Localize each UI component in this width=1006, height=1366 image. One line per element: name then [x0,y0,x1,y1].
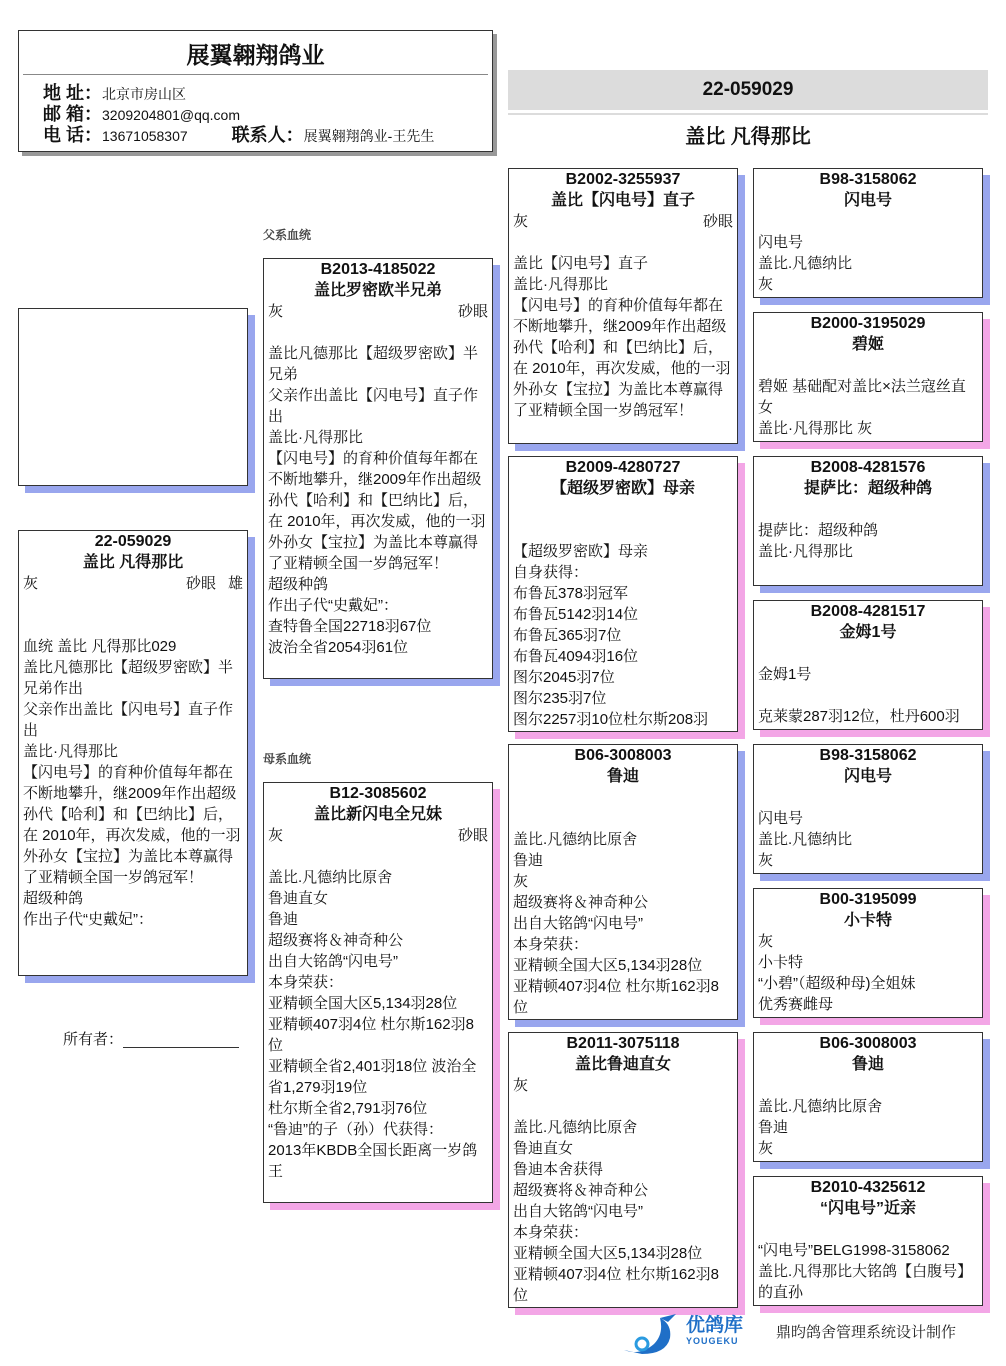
email-line [43,104,240,126]
pigeon-card-subject[interactable] [18,530,248,976]
logo-subtext: YOUGEKU [686,1336,739,1346]
eye-type: 砂眼 [457,303,488,320]
feather-color: 灰 [268,827,284,844]
feather-color: 灰 [513,1077,529,1094]
ring-number: B98-3158062 [819,171,917,188]
email-value: 3209204801@qq.com [102,107,240,123]
feather-color: 灰 [268,303,284,320]
pigeon-card-sdd[interactable] [753,600,983,730]
contact-label: 联系人： [231,125,304,145]
pigeon-notes: 盖比.凡德纳比原舍 鲁迪 灰 超级赛将＆神奇种公 出自大铭鸽“闪电号” 本身荣获： 亚精顿全国大区5,134羽28位 亚精顿407羽4位 杜尔斯162羽8位 [513,831,719,1016]
logo-text: 优鸽库 [686,1315,744,1336]
pigeon-notes: 盖比【闪电号】直子 盖比·凡得那比 【闪电号】的育种价值每年都在不断地攀升，继2009年作出超级孙代【哈利】和【巴纳比】后，在 2010年，再次发威，他的一羽外孙女【宝拉】为盖比本尊赢得了亚精顿全国一岁鸽冠军！ [513,255,731,419]
credit-text: 鼎昀鸽舍管理系统设计制作 [776,1324,957,1341]
pigeon-name: 闪电号 [843,768,892,785]
spacer [19,615,247,636]
feather-color: 灰 [23,575,39,592]
ring-number: B98-3158062 [819,747,917,764]
subject-name-title: 盖比 凡得那比 [685,126,811,148]
pigeon-name: “闪电号”近亲 [819,1200,916,1217]
spacer [754,1219,982,1240]
spacer [509,808,737,829]
ring-number: 22-059029 [94,533,172,550]
contact-value: 展翼翱翔鸽业-王先生 [303,128,435,144]
ring-number: B2010-4325612 [810,1179,926,1196]
pigeon-card-ddd[interactable] [753,1176,983,1306]
pigeon-card-dss[interactable] [753,744,983,874]
pigeon-card-dam[interactable] [263,782,493,1203]
spacer [509,1096,737,1117]
pigeon-name: 盖比罗密欧半兄弟 [313,282,442,299]
pigeon-card-ssd[interactable] [753,312,983,442]
owner-field [63,1028,239,1049]
spacer [754,1075,982,1096]
pigeon-notes: 碧姬 基础配对盖比×法兰寇丝直女 盖比·凡得那比 灰 [758,378,966,437]
eye-type: 砂眼 [185,575,216,592]
ring-number: B2009-4280727 [565,459,681,476]
pigeon-name: 盖比鲁迪直女 [574,1056,671,1073]
ring-number: B2013-4185022 [320,261,436,278]
dam-line-label: 母系血统 [263,752,312,766]
pigeon-card-ss[interactable] [508,168,738,444]
pigeon-name: 【超级罗密欧】母亲 [550,480,695,497]
pigeon-name: 鲁迪 [606,768,639,785]
pigeon-card-ds[interactable] [508,744,738,1020]
subject-ring-banner: 22-059029 [508,70,988,110]
pigeon-card-dds[interactable] [753,1032,983,1162]
spacer [754,355,982,376]
pigeon-notes: 盖比.凡德纳比原舍 鲁迪直女 鲁迪本舍获得 超级赛将＆神奇种公 出自大铭鸽“闪电号” 本身荣获： 亚精顿全国大区5,134羽28位 亚精顿407羽4位 杜尔斯162羽8位 [513,1119,719,1304]
pigeon-notes: 盖比.凡德纳比原舍 鲁迪直女 鲁迪 超级赛将＆神奇种公 出自大铭鸽“闪电号” 本身荣获： 亚精顿全国大区5,134羽28位 亚精顿407羽4位 杜尔斯162羽8位 亚精顿全省2,401羽18位 波治全 省1,279羽19位 杜尔斯全省2,791羽76位 “鲁迪”的子（孙）代获得： 2013年KBDB全国长距离一岁鸽王 [268,869,478,1180]
spacer [19,594,247,615]
eye-type: 砂眼 [457,827,488,844]
pigeon-notes: 提萨比：超级种鸽 盖比·凡得那比 [758,522,879,560]
pigeon-name: 鲁迪 [851,1056,884,1073]
pigeon-notes: 盖比凡德那比【超级罗密欧】半兄弟 父亲作出盖比【闪电号】直子作出 盖比·凡得那比 【闪电号】的育种价值每年都在不断地攀升，继2009年作出超级孙代【哈利】和【巴纳比】后，在 2010年，再次发威，他的一羽外孙女【宝拉】为盖比本尊赢得了亚精顿全国一岁鸽冠军！ 超级种鸽 作出子代“史戴妃”： 查特鲁全国22718羽67位 波治全省2054羽61位 [268,345,486,656]
address-label: 地 址： [43,83,103,103]
spacer [509,499,737,520]
pigeon-notes: 金姆1号 克莱蒙287羽12位，杜丹600羽 [758,666,960,725]
pigeon-notes: 闪电号 盖比.凡德纳比 灰 [758,810,853,869]
pigeon-notes: “闪电号”BELG1998-3158062 盖比.凡得那比大铭鸽【白腹号】的直孙 [758,1242,973,1301]
pigeon-name: 提萨比：超级种鸽 [803,480,932,497]
pigeon-name: 盖比【闪电号】直子 [550,192,695,209]
pigeon-name: 小卡特 [843,912,892,929]
sire-line-label: 父系血统 [263,228,312,242]
divider [23,74,488,75]
pigeon-card-dsd[interactable] [753,888,983,1018]
pigeon-card-dd[interactable] [508,1032,738,1308]
spacer [509,520,737,541]
owner-label: 所有者： [63,1031,124,1048]
phone-label: 电 话： [43,125,103,145]
pigeon-notes: 血统 盖比 凡得那比029 盖比凡德那比【超级罗密欧】半兄弟作出 父亲作出盖比【闪电号】直子作出 盖比·凡得那比 【闪电号】的育种价值每年都在不断地攀升，继2009年作出超级孙代【哈利】和【巴纳比】后，在 2010年，再次发威，他的一羽外孙女【宝拉】为盖比本尊赢得了亚精顿全国一岁鸽冠军！ 超级种鸽 作出子代“史戴妃”： [23,638,241,928]
ring-number: B2002-3255937 [565,171,681,188]
pigeon-notes: 闪电号 盖比.凡德纳比 灰 [758,234,853,293]
pigeon-notes: 盖比.凡德纳比原舍 鲁迪 灰 [758,1098,883,1157]
traits-row [264,825,492,846]
spacer [509,787,737,808]
bird-swirl-icon [620,1310,682,1356]
spacer [754,787,982,808]
spacer [509,232,737,253]
pigeon-card-sd[interactable] [508,456,738,732]
pigeon-card-sire[interactable] [263,258,493,679]
pigeon-notes: 灰 小卡特 “小碧”（超级种母)全姐妹 优秀赛雌母 [758,933,916,1013]
eye-type: 砂眼 [702,213,733,230]
address-line [43,83,186,105]
spacer [264,846,492,867]
phone-value: 13671058307 [102,128,188,144]
divider [508,113,988,115]
pigeon-notes: 【超级罗密欧】母亲 自身获得： 布鲁瓦378羽冠军 布鲁瓦5142羽14位 布鲁瓦365羽7位 布鲁瓦4094羽16位 图尔2045羽7位 图尔235羽7位 图尔2257羽10位杜尔斯208羽 [513,543,709,728]
photo-placeholder [18,308,248,486]
pigeon-name: 碧姬 [851,336,884,353]
pigeon-name: 盖比新闪电全兄妹 [313,806,442,823]
owner-blank [123,1047,239,1048]
phone-line [43,125,434,147]
address-value: 北京市房山区 [102,86,187,102]
spacer [754,643,982,664]
pigeon-name: 盖比 凡得那比 [82,554,184,571]
ring-number: B2011-3075118 [566,1035,680,1052]
pigeon-card-sds[interactable] [753,456,983,586]
traits-row [509,1075,737,1096]
pigeon-card-sss[interactable] [753,168,983,298]
ring-number: B2000-3195029 [810,315,926,332]
traits-row [509,211,737,232]
pigeon-name: 闪电号 [843,192,892,209]
ring-number: B2008-4281576 [810,459,926,476]
feather-color: 灰 [513,213,529,230]
ring-number: B2008-4281517 [810,603,926,620]
spacer [754,499,982,520]
yougeku-logo [620,1310,760,1358]
traits-row [19,573,247,594]
traits-row [264,301,492,322]
pigeon-name: 金姆1号 [839,624,897,641]
loft-title: 展翼翱翔鸽业 [186,42,325,68]
email-label: 邮 箱： [43,104,103,124]
loft-info-box [18,30,493,152]
spacer [754,211,982,232]
ring-number: B00-3195099 [819,891,917,908]
sex: 雄 [227,575,243,592]
spacer [264,322,492,343]
ring-number: B06-3008003 [574,747,672,764]
ring-number: B12-3085602 [329,785,427,802]
ring-number: B06-3008003 [819,1035,917,1052]
